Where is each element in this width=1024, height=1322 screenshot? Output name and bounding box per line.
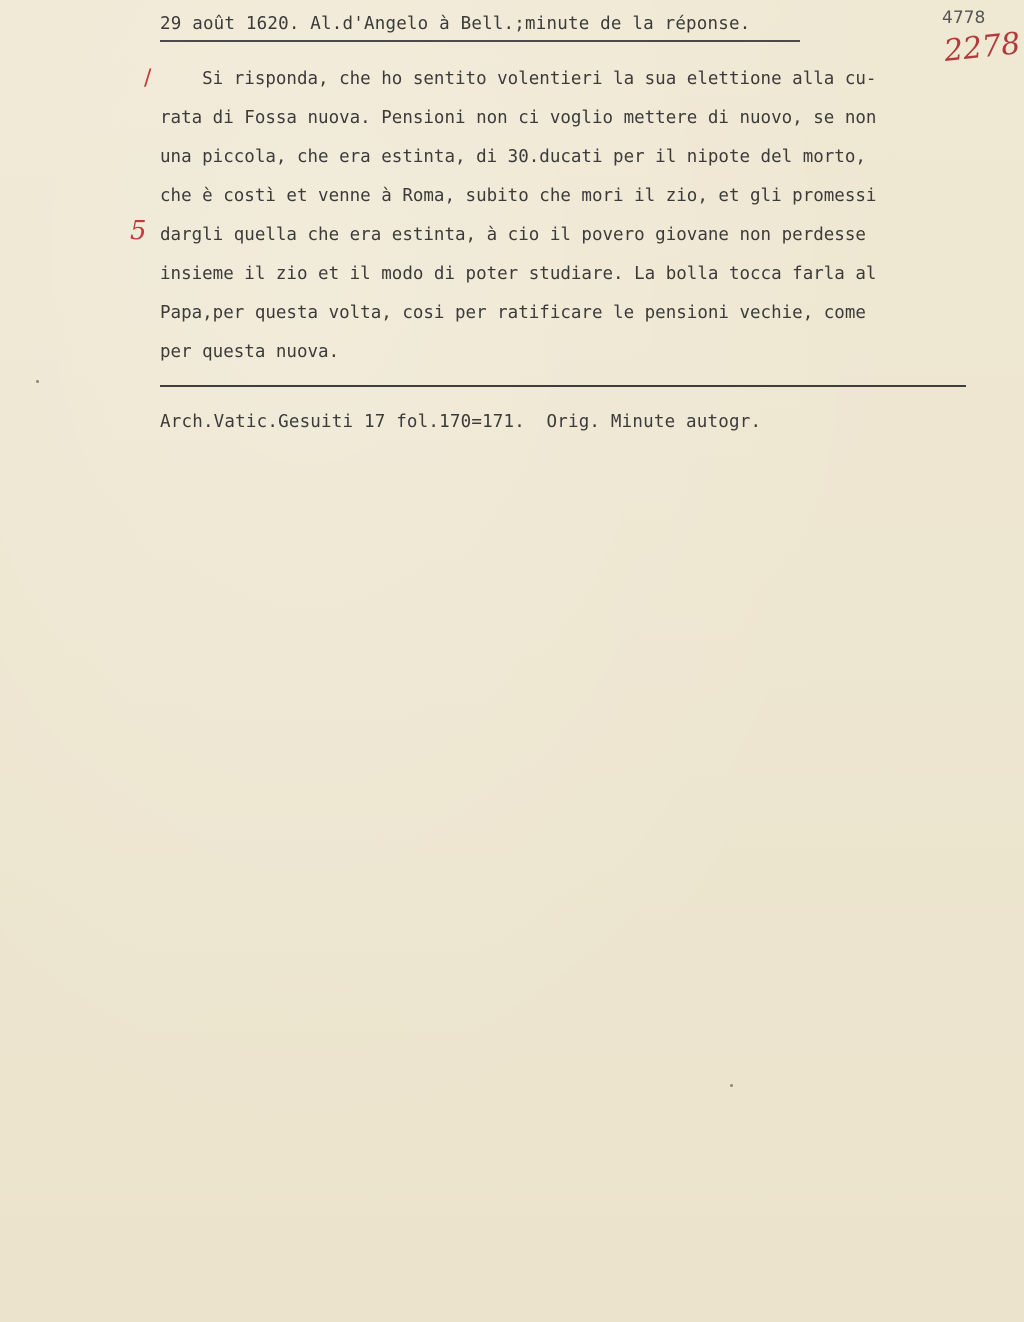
letter-body bbox=[160, 60, 990, 372]
body-line: Papa,per questa volta, cosi per ratificare le pensioni vechie, come bbox=[160, 303, 866, 323]
heading-underline bbox=[160, 40, 800, 42]
folio-number-typed: 4778 bbox=[942, 8, 986, 28]
body-line: Si risponda, che ho sentito volentieri la sua elettione alla cu- bbox=[160, 69, 877, 89]
margin-slash-mark: / bbox=[144, 66, 152, 91]
archive-source-citation: Arch.Vatic.Gesuiti 17 fol.170=171. Orig. Minute autogr. bbox=[160, 412, 762, 432]
section-divider bbox=[160, 385, 966, 387]
body-line: dargli quella che era estinta, à cio il povero giovane non perdesse bbox=[160, 225, 866, 245]
document-heading: 29 août 1620. Al.d'Angelo à Bell.;minute de la réponse. bbox=[160, 14, 751, 34]
body-line: insieme il zio et il modo di poter studiare. La bolla tocca farla al bbox=[160, 264, 877, 284]
body-line: che è costì et venne à Roma, subito che mori il zio, et gli promessi bbox=[160, 186, 877, 206]
folio-number-handwritten: 2278 bbox=[942, 26, 1022, 69]
paper-speck bbox=[36, 380, 39, 383]
body-line: una piccola, che era estinta, di 30.ducati per il nipote del morto, bbox=[160, 147, 866, 167]
body-line: per questa nuova. bbox=[160, 342, 340, 362]
body-line: rata di Fossa nuova. Pensioni non ci voglio mettere di nuovo, se non bbox=[160, 108, 877, 128]
margin-line-number-mark: 5 bbox=[130, 216, 147, 246]
paper-speck bbox=[730, 1084, 733, 1087]
